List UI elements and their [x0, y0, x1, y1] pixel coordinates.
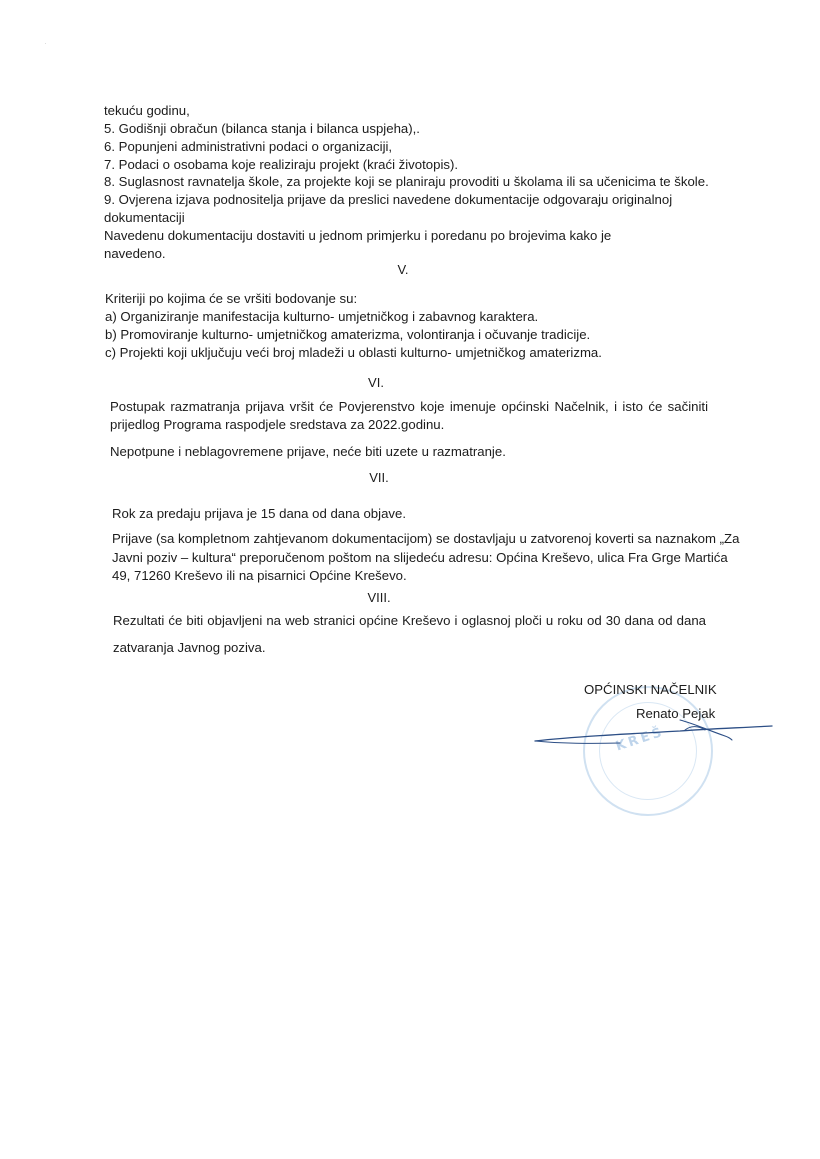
section-viii-paragraph-line-1: Rezultati će biti objavljeni na web stranici općine Kreševo i oglasnoj ploči u roku od 30 dana od dana: [113, 613, 706, 628]
intro-line-4: 7. Podaci o osobama koje realiziraju projekt (kraći životopis).: [104, 157, 459, 172]
official-stamp-text: KREŠ: [613, 724, 667, 755]
section-vii-heading: VII.: [369, 470, 389, 485]
handwritten-signature: [530, 710, 780, 760]
section-v-line-2: a) Organiziranje manifestacija kulturno- umjetničkog i zabavnog karaktera.: [105, 309, 539, 324]
section-vi-paragraph-line-2: prijedlog Programa raspodjele sredstava za 2022.godinu.: [110, 417, 445, 432]
intro-line-3: 6. Popunjeni administrativni podaci o organizaciji,: [104, 139, 393, 154]
scan-mark: ·: [44, 38, 47, 48]
section-vi-paragraph-2: Nepotpune i neblagovremene prijave, neće biti uzete u razmatranje.: [110, 444, 506, 459]
section-vii-paragraph-2-line-3: 49, 71260 Kreševo ili na pisarnici Općine Kreševo.: [112, 568, 407, 583]
section-v-line-3: b) Promoviranje kulturno- umjetničkog amaterizma, volontiranja i očuvanje tradicije.: [105, 327, 591, 342]
intro-line-2: 5. Godišnji obračun (bilanca stanja i bilanca uspjeha),.: [104, 121, 420, 136]
section-vii-paragraph-1: Rok za predaju prijava je 15 dana od dana objave.: [112, 506, 406, 521]
section-v-heading: V.: [397, 262, 409, 277]
intro-line-1: tekuću godinu,: [104, 103, 190, 118]
section-vii-paragraph-2-line-1: Prijave (sa kompletnom zahtjevanom dokumentacijom) se dostavljaju u zatvorenoj koverti sa naznakom „Za: [112, 531, 740, 546]
section-viii-paragraph-line-2: zatvaranja Javnog poziva.: [113, 640, 266, 655]
section-viii-heading: VIII.: [367, 590, 391, 605]
signature-title: OPĆINSKI NAČELNIK: [584, 682, 717, 697]
section-vi-heading: VI.: [368, 375, 384, 390]
section-vi-paragraph-line-1: Postupak razmatranja prijava vršit će Povjerenstvo koje imenuje općinski Načelnik, i isto će sačiniti: [110, 399, 708, 414]
intro-line-8: Navedenu dokumentaciju dostaviti u jednom primjerku i poredanu po brojevima kako je: [104, 228, 612, 243]
intro-line-5: 8. Suglasnost ravnatelja škole, za projekte koji se planiraju provoditi u školama ili sa učenicima te škole.: [104, 174, 709, 189]
intro-line-7: dokumentaciji: [104, 210, 185, 225]
section-vii-paragraph-2-line-2: Javni poziv – kultura“ preporučenom poštom na slijedeću adresu: Općina Kreševo, ulica Fra Grge Martića: [112, 550, 728, 565]
signature-name: Renato Pejak: [636, 706, 716, 721]
section-v-line-1: Kriteriji po kojima će se vršiti bodovanje su:: [105, 291, 358, 306]
intro-line-6: 9. Ovjerena izjava podnositelja prijave da preslici navedene dokumentacije odgovaraju originalnoj: [104, 192, 673, 207]
intro-line-9: navedeno.: [104, 246, 166, 261]
section-v-line-4: c) Projekti koji uključuju veći broj mladeži u oblasti kulturno- umjetničkog amaterizma.: [105, 345, 602, 360]
